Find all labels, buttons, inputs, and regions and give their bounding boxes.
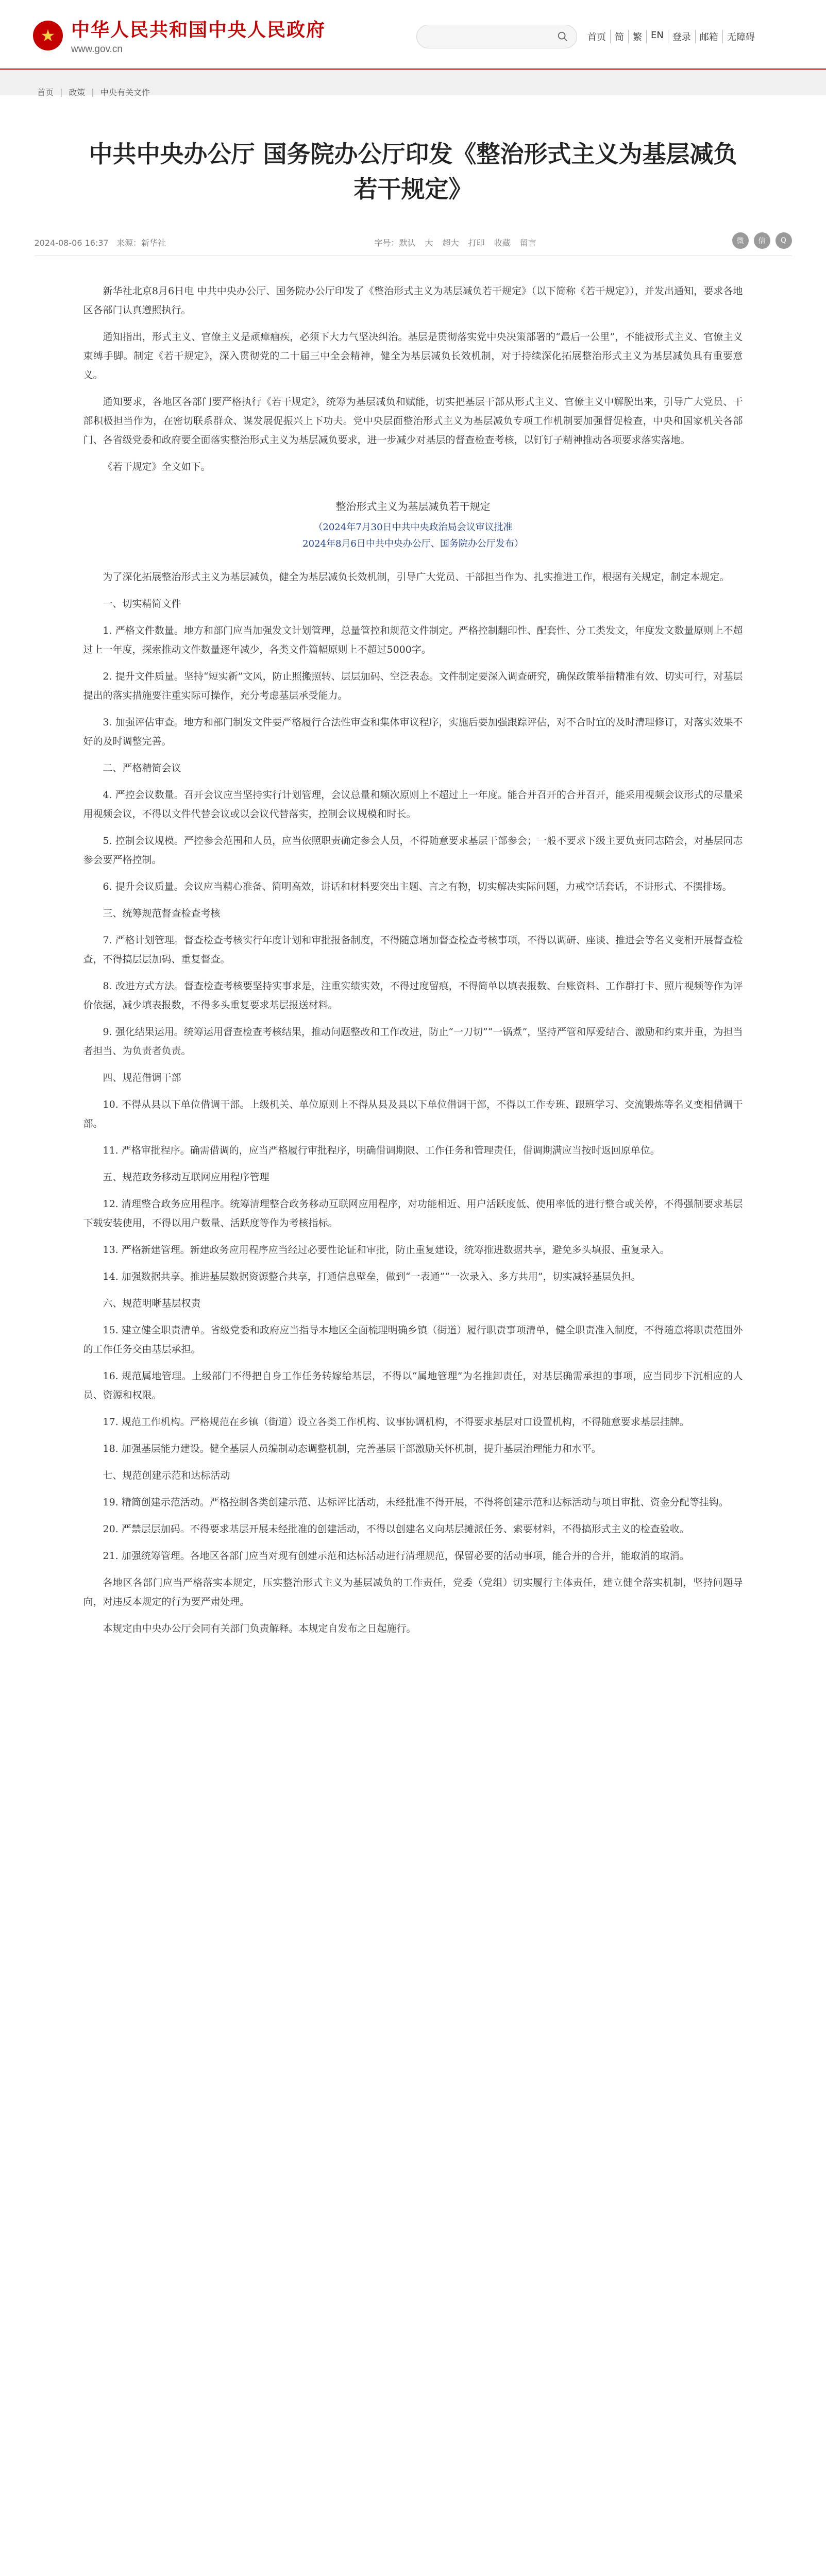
nav-mail[interactable]: 邮箱 [695,30,722,43]
breadcrumb: 首页 | 政策 | 中央有关文件 [37,87,150,97]
font-large[interactable]: 大 [425,238,433,248]
clause: 9. 强化结果运用。统筹运用督查检查考核结果，推动问题整改和工作改进，防止“一刀切”“一锅煮”，坚持严管和厚爱结合、激励和约束并重，为担当者担当、为负责者负责。 [83,1026,743,1057]
clause: 2. 提升文件质量。坚持“短实新”文风，防止照搬照转、层层加码、空泛表态。文件制定要深入调查研究，确保政策举措精准有效、切实可行，对基层提出的落实措施要注重实际可操作，充分考虑基层承受能力。 [83,671,743,701]
nav-login[interactable]: 登录 [668,30,695,43]
closing-paragraph: 各地区各部门应当严格落实本规定，压实整治形式主义为基层减负的工作责任，党委（党组）切实履行主体责任，建立健全落实机制，坚持问题导向，对违反本规定的行为要严肃处理。 [83,1577,743,1607]
section-heading: 四、规范借调干部 [103,1072,181,1083]
clause: 20. 严禁层层加码。不得要求基层开展未经批准的创建活动，不得以创建名义向基层摊派任务、索要材料，不得搞形式主义的检查验收。 [103,1523,689,1535]
article-meta [35,231,792,256]
regulation-heading [83,497,743,552]
regulation-subtitle: （2024年7月30日中共中央政治局会议审议批准 [313,522,513,533]
page-bottom-space [0,1646,826,1780]
clause: 6. 提升会议质量。会议应当精心准备、简明高效，讲话和材料要突出主题、言之有物，切实解决实际问题，力戒空话套话，不讲形式、不摆排场。 [103,881,732,892]
print-button[interactable]: 打印 [468,238,485,248]
intro-paragraph: 新华社北京8月6日电 中共中央办公厅、国务院办公厅印发了《整治形式主义为基层减负若干规定》（以下简称《若干规定》），并发出通知，要求各地区各部门认真遵照执行。 [83,285,743,316]
intro-paragraph: 通知要求，各地区各部门要严格执行《若干规定》，统筹为基层减负和赋能，切实把基层干部从形式主义、官僚主义中解脱出来，引导广大党员、干部积极担当作为，在密切联系群众、谋发展促振兴上下功夫。党中央层面整治形式主义为基层减负专项工作机制要加强督促检查，中央和国家机关各部门、各省级党委和政府要全面落实整治形式主义为基层减负要求，进一步减少对基层的督查检查考核，以钉钉子精神推动各项要求落实落地。 [83,396,743,446]
article-title: 中共中央办公厅 国务院办公厅印发《整治形式主义为基层减负若干规定》 [89,140,737,203]
section-heading: 一、切实精简文件 [103,598,181,609]
wechat-share-icon[interactable]: 信 [754,232,770,249]
clause: 21. 加强统筹管理。各地区各部门应当对现有创建示范和达标活动进行清理规范，保留必要的活动事项，能合并的合并，能取消的取消。 [103,1550,689,1562]
font-xlarge[interactable]: 超大 [442,238,459,248]
font-size-label: 字号： [374,238,399,248]
nav-english[interactable]: EN [646,30,668,43]
site-url: www.gov.cn [71,44,123,55]
clause: 18. 加强基层能力建设。健全基层人员编制动态调整机制，完善基层干部激励关怀机制，提升基层治理能力和水平。 [103,1443,601,1454]
clause: 14. 加强数据共享。推进基层数据资源整合共享，打通信息壁垒，做到“一表通”“一次录入、多方共用”，切实减轻基层负担。 [103,1271,641,1282]
crumb-policy[interactable]: 政策 [69,88,86,97]
clause: 12. 清理整合政务应用程序。统筹清理整合政务移动互联网应用程序，对功能相近、用户活跃度低、使用率低的进行整合或关停，不得强制要求基层下载安装使用，不得以用户数量、活跃度等作为考核指标。 [83,1198,743,1229]
publish-date: 2024-08-06 16:37 [34,238,109,248]
breadcrumb-bar [0,70,826,95]
preamble: 为了深化拓展整治形式主义为基层减负，健全为基层减负长效机制，引导广大党员、干部担当作为、扎实推进工作，根据有关规定，制定本规定。 [103,571,730,583]
weibo-share-icon[interactable]: 微 [732,232,749,249]
regulation-title: 整治形式主义为基层减负若干规定 [335,500,491,513]
nav-accessibility[interactable]: 无障碍 [722,30,759,43]
intro-paragraph: 《若干规定》全文如下。 [103,461,211,472]
favorite-button[interactable]: 收藏 [494,238,511,248]
clause: 19. 精简创建示范活动。严格控制各类创建示范、达标评比活动，未经批准不得开展，不得将创建示范和达标活动与项目审批、资金分配等挂钩。 [103,1497,729,1508]
clause: 10. 不得从县以下单位借调干部。上级机关、单位原则上不得从县及县以下单位借调干部，不得以工作专班、跟班学习、交流锻炼等名义变相借调干部。 [83,1099,743,1129]
article-source: 来源：新华社 [116,238,166,248]
clause: 11. 严格审批程序。确需借调的，应当严格履行审批程序，明确借调期限、工作任务和管理责任，借调期满应当按时返回原单位。 [103,1145,660,1156]
site-logo[interactable] [33,15,326,55]
intro-paragraph: 通知指出，形式主义、官僚主义是顽瘴痼疾，必须下大力气坚决纠治。基层是贯彻落实党中央决策部署的“最后一公里”，不能被形式主义、官僚主义束缚手脚。制定《若干规定》，深入贯彻党的二十届三中全会精神，健全为基层减负长效机制，对于持续深化拓展整治形式主义为基层减负具有重要意义。 [83,331,743,381]
font-default[interactable]: 默认 [399,238,416,248]
search-icon[interactable] [557,31,568,42]
section-heading: 二、严格精简会议 [103,762,181,774]
top-nav [583,30,759,43]
nav-traditional[interactable]: 繁 [628,30,646,43]
clause: 8. 改进方式方法。督查检查考核要坚持实事求是，注重实绩实效，不得过度留痕，不得简单以填表报数、台账资料、工作群打卡、照片视频等作为评价依据，减少填表报数，不得多头重复要求基层报送材料。 [83,980,743,1011]
clause: 3. 加强评估审查。地方和部门制发文件要严格履行合法性审查和集体审议程序，实施后要加强跟踪评估，对不合时宜的及时清理修订，对落实效果不好的及时调整完善。 [83,717,743,747]
regulation-subtitle: 2024年8月6日中共中央办公厅、国务院办公厅发布） [302,538,524,549]
clause: 17. 规范工作机构。严格规范在乡镇（街道）设立各类工作机构、议事协调机构，不得要求基层对口设置机构，不得随意要求基层挂牌。 [103,1416,689,1428]
clause: 13. 严格新建管理。新建政务应用程序应当经过必要性论证和审批，防止重复建设，统筹推进数据共享，避免多头填报、重复录入。 [103,1244,670,1256]
crumb-home[interactable]: 首页 [37,88,54,97]
section-heading: 七、规范创建示范和达标活动 [103,1470,230,1481]
closing-paragraph: 本规定由中央办公厅会同有关部门负责解释。本规定自发布之日起施行。 [103,1623,416,1634]
site-title: 中华人民共和国中央人民政府 [71,20,326,41]
nav-home[interactable]: 首页 [587,32,606,43]
clause: 4. 严控会议数量。召开会议应当坚持实行计划管理，会议总量和频次原则上不超过上一年度。能合并召开的合并召开，能采用视频会议形式的尽量采用视频会议，不得以文件代替会议或以会议代替落实，控制会议规模和时长。 [83,789,743,820]
article-body [83,282,743,1638]
nav-simplified[interactable]: 简 [610,30,628,43]
clause: 1. 严格文件数量。地方和部门应当加强发文计划管理，总量管控和规范文件制定。严格控制翻印性、配套性、分工类发文，年度发文数量原则上不超过上一年度，探索推动文件数量逐年减少，各类文件篇幅原则上不超过5000字。 [83,625,743,655]
clause: 7. 严格计划管理。督查检查考核实行年度计划和审批报备制度，不得随意增加督查检查考核事项，不得以调研、座谈、推进会等名义变相开展督查检查，不得搞层层加码、重复督查。 [83,935,743,965]
section-heading: 三、统筹规范督查检查考核 [103,908,221,919]
site-header [0,0,826,70]
section-heading: 五、规范政务移动互联网应用程序管理 [103,1172,269,1183]
search-input[interactable] [416,25,577,48]
clause: 5. 控制会议规模。严控参会范围和人员，应当依照职责确定参会人员，不得随意要求基层干部参会；一般不要求下级主要负责同志陪会，对基层同志参会要严格控制。 [83,835,743,866]
clause: 15. 建立健全职责清单。省级党委和政府应当指导本地区全面梳理明确乡镇（街道）履行职责事项清单，健全职责准入制度，不得随意将职责范围外的工作任务交由基层承担。 [83,1325,743,1355]
qzone-share-icon[interactable]: Q [776,232,792,249]
crumb-central-docs[interactable]: 中央有关文件 [100,88,150,97]
national-emblem-icon: ★ [33,21,63,50]
share-bar [727,232,792,249]
comment-button[interactable]: 留言 [519,238,536,248]
section-heading: 六、规范明晰基层权责 [103,1298,201,1309]
clause: 16. 规范属地管理。上级部门不得把自身工作任务转嫁给基层，不得以“属地管理”为名推卸责任，对基层确需承担的事项，应当同步下沉相应的人员、资源和权限。 [83,1370,743,1401]
